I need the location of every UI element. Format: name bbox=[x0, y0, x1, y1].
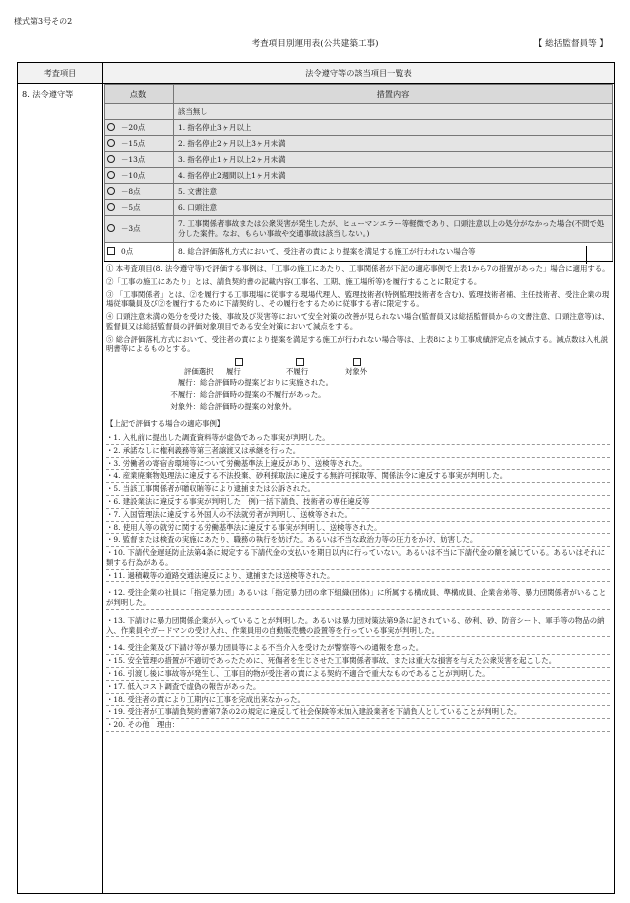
none-label: 該当無し bbox=[174, 104, 613, 120]
case-item: ・8. 使用人等の就労に関する労働基準法に違反する事実が判明し、送検等された。 bbox=[106, 522, 610, 535]
measure-row bbox=[105, 200, 613, 216]
case-item: ・6. 建設業法に違反する事実が判明した 例)一括下請負、技術者の専任違反等 bbox=[106, 496, 610, 509]
case-item: ・4. 産業廃棄物処理法に違反する不法投棄、砂利採取法に違反する無許可採取等、関係法令に違反する事実が判明した。 bbox=[106, 470, 610, 483]
case-item: ・11. 過積載等の道路交通法違反により、逮捕または送検等された。 bbox=[106, 570, 610, 583]
legend-definition bbox=[148, 378, 610, 388]
document-title: 考査項目別運用表(公共建築工事) bbox=[251, 39, 379, 49]
measure-text: 8. 総合評価落札方式において、受注者の責により提案を満足する施工が行われない場合等 bbox=[178, 247, 476, 257]
case-item: ・17. 低入コスト調査で虚偽の報告があった。 bbox=[106, 681, 610, 694]
evaluation-legend bbox=[106, 358, 610, 411]
note-item: ③ 「工事関係者」とは、②を履行する工事現場に従事する現場代理人、監理技術者(特例監理技術者を含む)、監理技術者補、主任技術者、受注企業の現場従事職員及び②を履行するために下請契約し、その履行をするために従事する者に限定する。 bbox=[106, 289, 610, 309]
result-box bbox=[586, 246, 612, 264]
measure-text: 2. 指名停止2ヶ月以上3ヶ月未満 bbox=[174, 136, 613, 152]
measure-text: 3. 指名停止1ヶ月以上2ヶ月未満 bbox=[174, 152, 613, 168]
measures-table bbox=[104, 84, 613, 262]
points-value: －10点 bbox=[121, 170, 146, 180]
definition-desc: 総合評価時の提案どおりに実施された。 bbox=[200, 378, 334, 388]
notes-section bbox=[104, 262, 613, 732]
case-item: ・5. 当該工事関係者が贈収賄等により逮捕または公訴された。 bbox=[106, 483, 610, 496]
legend-definition bbox=[148, 402, 610, 412]
radio-button[interactable] bbox=[107, 203, 115, 211]
case-item: ・12. 受注企業の社員に「指定暴力団」あるいは「指定暴力団の傘下組織(団体)」に所属する構成員、準構成員、企業舎弟等、暴力団関係者がいることが判明した。 bbox=[106, 587, 610, 610]
points-value: －20点 bbox=[121, 122, 146, 132]
points-value: －5点 bbox=[121, 202, 141, 212]
none-row bbox=[105, 104, 613, 120]
radio-button[interactable] bbox=[107, 139, 115, 147]
measures-table-header bbox=[105, 85, 613, 104]
radio-button[interactable] bbox=[107, 224, 115, 232]
header-exam-item: 考査項目 bbox=[18, 63, 103, 83]
form-number: 様式第3号その2 bbox=[14, 17, 73, 26]
category-column bbox=[18, 84, 103, 893]
definition-term: 履行： bbox=[177, 378, 200, 388]
measure-row bbox=[105, 152, 613, 168]
case-item: ・9. 監督または検査の実施にあたり、職務の執行を妨げた。あるいは不当な政治力等の圧力をかけ、妨害した。 bbox=[106, 534, 610, 547]
legend-definition bbox=[148, 390, 610, 400]
note-item: ④ 口頭注意未満の処分を受けた後、事故及び災害等において安全対策の改善が見られない場合(監督員又は総括監督員からの文書注意、口頭注意等)は、監督員又は総括監督員の評価対象項目である安全対策において減点をする。 bbox=[106, 312, 610, 331]
measure-row bbox=[105, 168, 613, 184]
definition-desc: 総合評価時の提案の不履行があった。 bbox=[200, 389, 326, 399]
definition-term: 対象外： bbox=[170, 401, 200, 411]
header-compliance-list: 法令遵守等の該当項目一覧表 bbox=[305, 68, 412, 78]
note-item: ⑤ 総合評価落札方式において、受注者の責により提案を満足する施工が行われない場合等は、上表8により工事成績評定点を減点する。減点数は入札説明書等によるものとする。 bbox=[106, 334, 609, 354]
evaluation-form bbox=[17, 62, 615, 894]
points-value: －13点 bbox=[121, 154, 146, 164]
measure-row bbox=[105, 120, 613, 136]
case-item: ・20. その他 理由： bbox=[106, 719, 610, 732]
points-value: －8点 bbox=[121, 186, 141, 196]
case-item: ・1. 入札前に提出した調査資料等が虚偽であった事実が判明した。 bbox=[106, 432, 610, 445]
measure-row bbox=[105, 216, 613, 243]
radio-button[interactable] bbox=[107, 171, 115, 179]
case-item: ・15. 安全管理の措置が不適切であったために、死傷者を生じさせた工事関係者事故、または重大な損害を与えた公衆災害を起こした。 bbox=[106, 655, 610, 668]
note-item: ① 本考査項目(8. 法令遵守等)で評価する事例は、「工事の施工にあたり、工事関係者が下記の適応事例で上表1から7の措置があった」場合に適用する。 bbox=[106, 264, 610, 273]
radio-button[interactable] bbox=[107, 187, 115, 195]
legend-option: 対象外 bbox=[345, 367, 368, 377]
measure-text: 7. 工事関係者事故または公衆災害が発生したが、ヒューマンエラー等軽微であり、口頭注意以上の処分がなかった場合(不問で処分した案件。なお、もらい事故や交通事故は該当しない。) bbox=[174, 216, 613, 243]
measure-row bbox=[105, 184, 613, 200]
definition-desc: 総合評価時の提案の対象外。 bbox=[200, 401, 297, 411]
legend-title: 評価選択 bbox=[184, 367, 214, 377]
legend-options bbox=[106, 358, 610, 378]
points-header: 点数 bbox=[105, 85, 174, 104]
form-header-row bbox=[18, 63, 614, 84]
case-item: ・14. 受注企業及び下請け等が暴力団員等による不当介入を受けたが警察等への通報を怠った。 bbox=[106, 642, 610, 655]
case-item: ・2. 承諾なしに権利義務等第三者譲渡又は承継を行った。 bbox=[106, 445, 610, 458]
measure-text: 1. 指名停止3ヶ月以上 bbox=[174, 120, 613, 136]
legend-option: 不履行 bbox=[286, 367, 309, 377]
legend-option: 履行 bbox=[226, 367, 241, 377]
definition-term: 不履行： bbox=[170, 389, 200, 399]
measure-text: 5. 文書注意 bbox=[174, 184, 613, 200]
radio-button[interactable] bbox=[107, 123, 115, 131]
checkbox[interactable] bbox=[107, 247, 115, 255]
option-checkbox[interactable] bbox=[296, 358, 304, 366]
compliance-content bbox=[104, 84, 613, 732]
measure-header: 措置内容 bbox=[174, 85, 613, 104]
option-checkbox[interactable] bbox=[235, 358, 243, 366]
case-item: ・18. 受注者の責により工期内に工事を完成出来なかった。 bbox=[106, 694, 610, 707]
case-item: ・10. 下請代金遅延防止法第4条に規定する下請代金の支払いを期日以内に行っていない。あるいは不当に下請代金の額を減じている。あるいはそれに類する行為がある。 bbox=[106, 547, 610, 570]
measure-text: 6. 口頭注意 bbox=[174, 200, 613, 216]
case-item: ・19. 受注者が工事請負契約書第7条の2の規定に違反して社会保険等未加入建設業者を下請負人としていることが判明した。 bbox=[106, 706, 610, 719]
note-item: ②「工事の施工にあたり」とは、請負契約書の記載内容(工事名、工期、施工場所等)を履行することに限定する。 bbox=[106, 276, 482, 286]
points-value: －15点 bbox=[121, 138, 146, 148]
case-item: ・7. 入国管理法に違反する外国人の不法就労者が判明し、送検等された。 bbox=[106, 509, 610, 522]
points-value: 0点 bbox=[121, 247, 134, 257]
legend-definitions bbox=[148, 378, 610, 411]
case-item: ・13. 下請けに暴力団関係企業が入っていることが判明した。あるいは暴力団対策法第9条に記されている、砂利、砂、防音シート、軍手等の物品の納入、作業員やガードマンの受け入れ、作業員用の自動販売機の設置等を行っている事実が判明した。 bbox=[106, 615, 610, 638]
proposal-row bbox=[105, 243, 613, 262]
none-points-cell bbox=[105, 104, 174, 120]
points-value: －3点 bbox=[121, 224, 141, 234]
case-item: ・16. 引渡し後に事故等が発生し、工事目的物が受注者の責による契約不適合で重大なものであることが判明した。 bbox=[106, 668, 610, 681]
measure-text: 4. 指名停止2週間以上1ヶ月未満 bbox=[174, 168, 613, 184]
radio-button[interactable] bbox=[107, 155, 115, 163]
document-tag: 【 総括監督員等 】 bbox=[533, 39, 608, 49]
category-label: 8. 法令遵守等 bbox=[22, 89, 74, 99]
cases-title: 【上記で評価する場合の適応事例】 bbox=[106, 419, 225, 429]
case-item: ・3. 労働者の寄宿舎環境等について労働基準法上違反があり、送検等された。 bbox=[106, 458, 610, 471]
option-checkbox[interactable] bbox=[353, 358, 361, 366]
measure-row bbox=[105, 136, 613, 152]
